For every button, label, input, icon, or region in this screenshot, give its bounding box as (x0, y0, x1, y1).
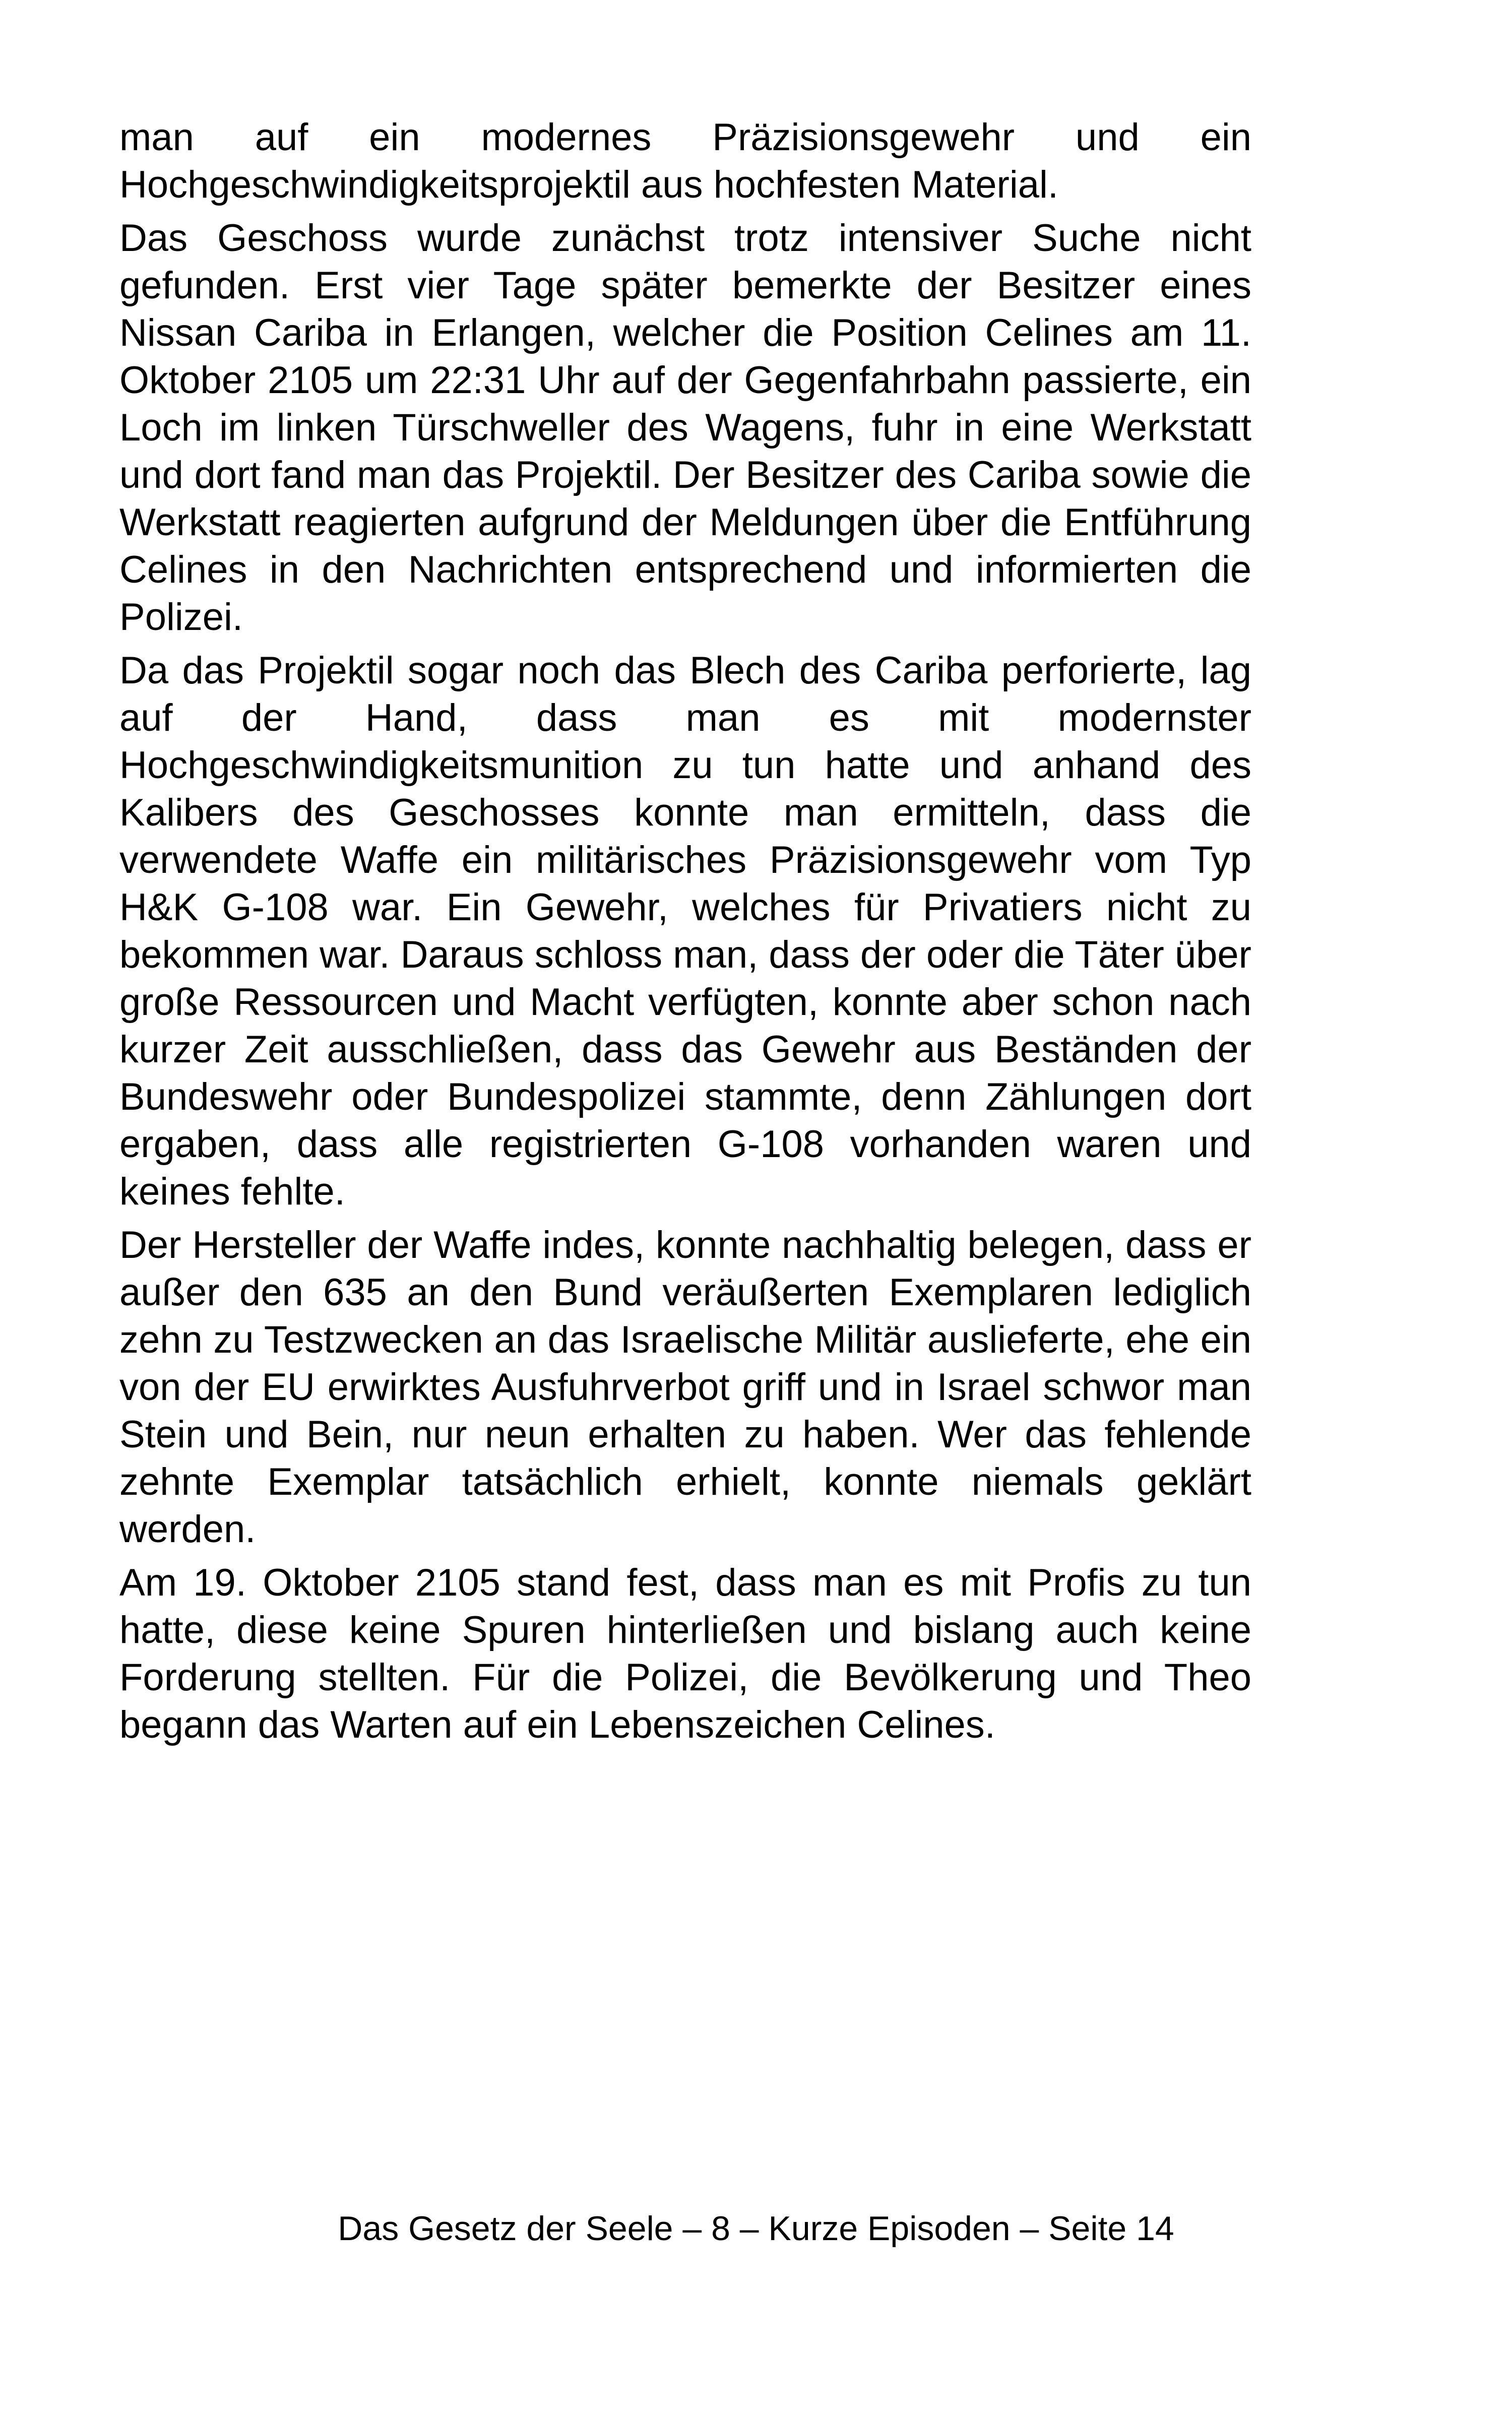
paragraph-2: Das Geschoss wurde zunächst trotz intensiver Suche nicht gefunden. Erst vier Tage später bemerkte der Besitzer eines Nissan Cariba in Erlangen, welcher die Position Celines am 11. Oktober 2105 um 22:31 Uhr auf der Gegenfahrbahn passierte, ein Loch im linken Türschweller des Wagens, fuhr in eine Werkstatt und dort fand man das Projektil. Der Besitzer des Cariba sowie die Werkstatt reagierten aufgrund der Meldungen über die Entführung Celines in den Nachrichten entsprechend und informierten die Polizei. (119, 217, 1251, 639)
paragraph-4: Der Hersteller der Waffe indes, konnte nachhaltig belegen, dass er außer den 635 an den Bund veräußerten Exemplaren lediglich zehn zu Testzwecken an das Israelische Militär auslieferte, ehe ein von der EU erwirktes Ausfuhrverbot griff und in Israel schwor man Stein und Bein, nur neun erhalten zu haben. Wer das fehlende zehnte Exemplar tatsächlich erhielt, konnte niemals geklärt werden. (119, 1224, 1251, 1551)
paragraph-3: Da das Projektil sogar noch das Blech des Cariba perforierte, lag auf der Hand, dass man es mit modernster Hochgeschwindigkeitsmunition zu tun hatte und anhand des Kalibers des Geschosses konnte man ermitteln, dass die verwendete Waffe ein militärisches Präzisionsgewehr vom Typ H&K G-108 war. Ein Gewehr, welches für Privatiers nicht zu bekommen war. Daraus schloss man, dass der oder die Täter über große Ressourcen und Macht verfügten, konnte aber schon nach kurzer Zeit ausschließen, dass das Gewehr aus Beständen der Bundeswehr oder Bundespolizei stammte, denn Zählungen dort ergaben, dass alle registrierten G-108 vorhanden waren und keines fehlte. (119, 649, 1251, 1213)
body-text (119, 114, 1251, 1755)
page-footer: Das Gesetz der Seele – 8 – Kurze Episoden – Seite 14 (338, 2209, 1174, 2248)
paragraph-5: Am 19. Oktober 2105 stand fest, dass man es mit Profis zu tun hatte, diese keine Spuren hinterließen und bislang auch keine Forderung stellten. Für die Polizei, die Bevölkerung und Theo begann das Warten auf ein Lebenszeichen Celines. (119, 1561, 1251, 1746)
paragraph-1: man auf ein modernes Präzisionsgewehr und ein Hochgeschwindigkeitsprojektil aus hochfesten Material. (119, 116, 1251, 206)
